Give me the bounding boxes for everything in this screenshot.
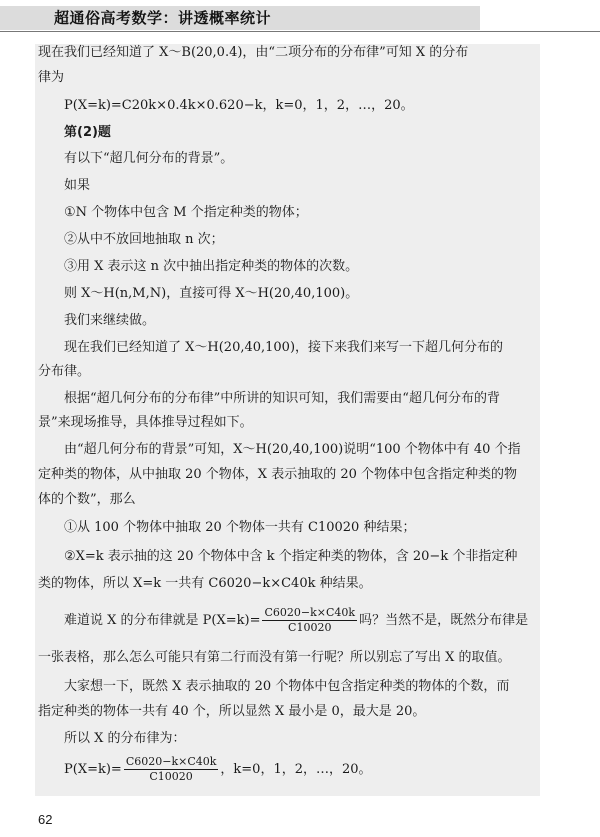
question-prefix: 难道说 X 的分布律就是 P(X=k)= — [64, 613, 261, 628]
paragraph-line: 现在我们已经知道了 X～B(20,0.4)，由“二项分布的分布律”可知 X 的分布 — [38, 45, 469, 60]
paragraph-line: 体的个数”，那么 — [38, 492, 136, 507]
fraction-denominator: C10020 — [149, 770, 193, 783]
book-title: 超通俗高考数学：讲透概率统计 — [54, 9, 272, 27]
page-number: 62 — [38, 812, 53, 827]
formula-question-line — [64, 603, 528, 639]
paragraph-line: 有以下“超几何分布的背景”。 — [64, 151, 234, 166]
paragraph-line: 一张表格，那么怎么可能只有第二行而没有第一行呢？所以别忘了写出 X 的取值。 — [38, 650, 511, 665]
paragraph-line: 指定种类的物体一共有 40 个，所以显然 X 最小是 0，最大是 20。 — [38, 704, 426, 719]
fraction-numerator: C6020−k×C40k — [264, 606, 356, 619]
list-item: ①N 个物体中包含 M 个指定种类的物体； — [64, 205, 308, 220]
formula-hypergeometric — [64, 752, 372, 788]
paragraph-line: 所以 X 的分布律为： — [64, 731, 186, 746]
list-item: ②从中不放回地抽取 n 次； — [64, 232, 224, 247]
paragraph-line: 景”来现场推导，具体推导过程如下。 — [38, 415, 253, 430]
fraction — [262, 606, 357, 635]
list-item: ①从 100 个物体中抽取 20 个物体一共有 C10020 种结果； — [64, 520, 416, 535]
fraction-denominator: C10020 — [288, 621, 332, 634]
paragraph-line: 根据“超几何分布的分布律”中所讲的知识可知，我们需要由“超几何分布的背 — [64, 391, 500, 406]
subsection-heading: 第(2)题 — [64, 125, 111, 140]
paragraph-line: 律为 — [38, 70, 65, 85]
formula-range: ，k=0，1，2，…，20。 — [220, 762, 372, 777]
paragraph-line: 如果 — [64, 178, 91, 193]
paragraph-line: 定种类的物体，从中抽取 20 个物体，X 表示抽取的 20 个物体中包含指定种类的物 — [38, 467, 518, 482]
header-rule — [0, 31, 600, 32]
fraction-numerator: C6020−k×C40k — [125, 755, 217, 768]
paragraph-line: 则 X～H(n,M,N)，直接可得 X～H(20,40,100)。 — [64, 286, 359, 301]
paragraph-line: 分布律。 — [38, 364, 91, 379]
formula-lhs: P(X=k)= — [64, 762, 122, 777]
paragraph-line: 我们来继续做。 — [64, 313, 156, 328]
formula-binomial: P(X=k)=C20k×0.4k×0.620−k，k=0，1，2，…，20。 — [64, 98, 414, 113]
fraction — [124, 755, 219, 784]
list-item: ③用 X 表示这 n 次中抽出指定种类的物体的次数。 — [64, 259, 359, 274]
paragraph-line: 大家想一下，既然 X 表示抽取的 20 个物体中包含指定种类的物体的个数，而 — [64, 679, 510, 694]
list-item: ②X=k 表示抽的这 20 个物体中含 k 个指定种类的物体，含 20−k 个非指定种 — [64, 549, 518, 564]
paragraph-line: 类的物体，所以 X=k 一共有 C6020−k×C40k 种结果。 — [38, 576, 372, 591]
question-suffix: 吗？当然不是，既然分布律是 — [359, 613, 529, 628]
paragraph-line: 由“超几何分布的背景”可知，X～H(20,40,100)说明“100 个物体中有 40 个指 — [64, 442, 521, 457]
paragraph-line: 现在我们已经知道了 X～H(20,40,100)，接下来我们来写一下超几何分布的 — [64, 340, 504, 355]
running-header — [0, 0, 600, 32]
